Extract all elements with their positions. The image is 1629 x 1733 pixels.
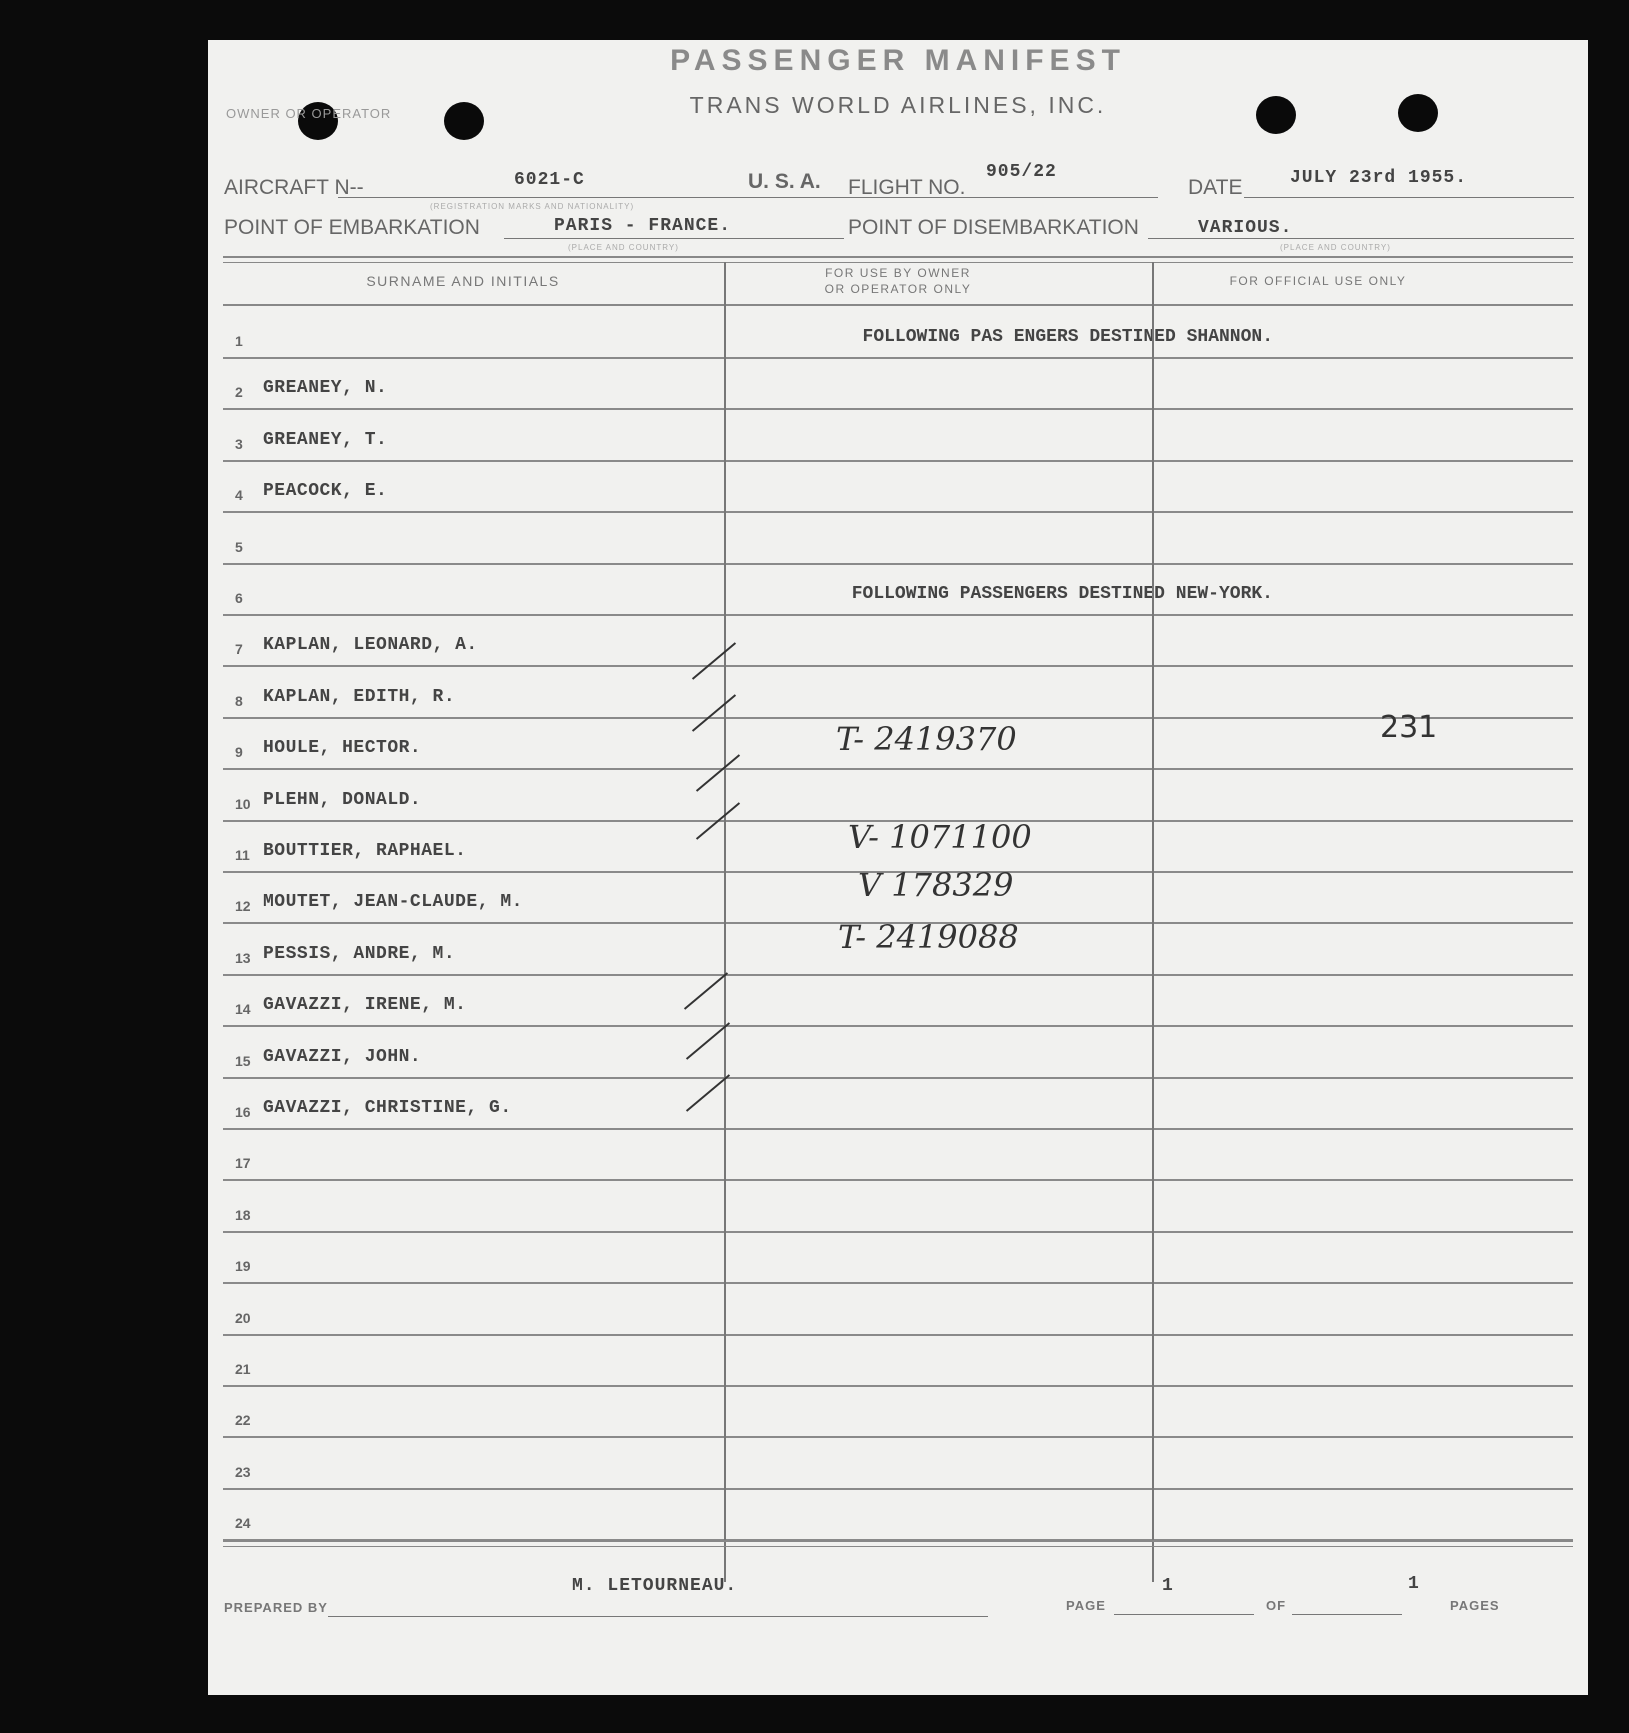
- registration-note: (REGISTRATION MARKS AND NATIONALITY): [430, 202, 635, 211]
- table-row: [223, 1283, 1573, 1336]
- owner-use-line1: FOR USE BY OWNER: [825, 266, 971, 280]
- table-row: [223, 512, 1573, 565]
- row-number: 13: [235, 949, 251, 966]
- aircraft-label: AIRCRAFT N--: [224, 176, 364, 199]
- disembarkation-point: VARIOUS.: [1198, 218, 1293, 238]
- row-number: 16: [235, 1104, 251, 1120]
- row-number: 2: [235, 384, 243, 401]
- page-total: 1: [1408, 1574, 1420, 1594]
- handwritten-ticket-row9: T- 2419370: [836, 720, 1017, 758]
- row-number: 7: [235, 641, 243, 658]
- table-row: [223, 1385, 1573, 1438]
- flight-date: JULY 23rd 1955.: [1290, 168, 1468, 188]
- row-number: 3: [235, 435, 243, 452]
- column-divider: [1152, 262, 1154, 1582]
- page-title: PASSENGER MANIFEST: [670, 44, 1126, 77]
- table-row: [223, 1437, 1573, 1490]
- column-divider: [724, 262, 726, 1582]
- prepared-by-name: M. LETOURNEAU.: [572, 1576, 738, 1596]
- table-row: [223, 1026, 1573, 1079]
- header-top-rule: [223, 256, 1573, 258]
- manifest-page: [208, 40, 1588, 1695]
- embarkation-label: POINT OF EMBARKATION: [224, 216, 480, 239]
- row-number: 15: [235, 1052, 251, 1069]
- row-number: 11: [235, 847, 250, 863]
- table-row: [223, 1334, 1573, 1387]
- row-number: 4: [235, 487, 243, 504]
- passenger-name: GAVAZZI, IRENE, M.: [263, 995, 467, 1016]
- row-number: 22: [235, 1412, 251, 1429]
- table-row: [223, 1180, 1573, 1233]
- owner-operator-label: OWNER OR OPERATOR: [226, 106, 392, 121]
- page-number: 1: [1162, 1576, 1174, 1596]
- row-number: 8: [235, 692, 243, 709]
- table-row: [223, 614, 1573, 667]
- table-row: [223, 974, 1573, 1027]
- table-row: [223, 1077, 1573, 1130]
- row-number: 12: [235, 898, 251, 915]
- handwritten-ticket-row13: T- 2419088: [838, 918, 1019, 956]
- passenger-name: MOUTET, JEAN-CLAUDE, M.: [263, 892, 523, 913]
- row-number: 6: [235, 590, 243, 606]
- row-number: 14: [235, 1001, 251, 1018]
- flight-number: 905/22: [986, 162, 1057, 182]
- passenger-name: KAPLAN, LEONARD, A.: [263, 635, 478, 656]
- passenger-name: GAVAZZI, CHRISTINE, G.: [263, 1098, 512, 1118]
- table-row: [223, 306, 1573, 359]
- flight-label: FLIGHT NO.: [848, 176, 966, 199]
- table-row: [223, 563, 1573, 616]
- aircraft-registration: 6021-C: [514, 170, 585, 190]
- passenger-name: KAPLAN, EDITH, R.: [263, 686, 456, 707]
- passenger-name: GREANEY, N.: [263, 378, 388, 399]
- row-number: 20: [235, 1309, 251, 1326]
- nationality: U. S. A.: [748, 170, 821, 193]
- row-number: 21: [235, 1361, 251, 1377]
- disembarkation-label: POINT OF DISEMBARKATION: [848, 216, 1139, 239]
- table-row: [223, 409, 1573, 462]
- row-number: 10: [235, 795, 251, 812]
- airline-name: TRANS WORLD AIRLINES, INC.: [689, 92, 1107, 118]
- row-number: 17: [235, 1155, 251, 1172]
- passenger-name: BOUTTIER, RAPHAEL.: [263, 841, 467, 861]
- table-row: [223, 460, 1573, 513]
- section-heading: FOLLOWING PASSENGERS DESTINED NEW-YORK.: [851, 584, 1273, 604]
- passenger-name: HOULE, HECTOR.: [263, 738, 422, 759]
- surname-column-header: SURNAME AND INITIALS: [366, 273, 560, 289]
- owner-use-line2: OR OPERATOR ONLY: [824, 282, 972, 296]
- row-number: 1: [235, 333, 243, 349]
- row-number: 23: [235, 1463, 251, 1480]
- table-row: [223, 666, 1573, 719]
- passenger-name: PESSIS, ANDRE, M.: [263, 943, 456, 964]
- table-row: [223, 1128, 1573, 1181]
- passenger-name: GAVAZZI, JOHN.: [263, 1046, 422, 1067]
- page-label: PAGE: [1066, 1598, 1106, 1613]
- date-label: DATE: [1188, 176, 1243, 199]
- handwritten-official-row9: 231: [1380, 710, 1438, 745]
- embarkation-note: (PLACE AND COUNTRY): [568, 243, 679, 252]
- of-label: OF: [1266, 1598, 1287, 1613]
- passenger-name: GREANEY, T.: [263, 429, 388, 450]
- section-heading: FOLLOWING PAS ENGERS DESTINED SHANNON.: [862, 327, 1273, 347]
- table-row: [223, 769, 1573, 822]
- pages-label: PAGES: [1450, 1598, 1500, 1613]
- row-number: 24: [235, 1515, 251, 1532]
- row-number: 9: [235, 744, 243, 761]
- handwritten-ticket-row11: V- 1071100: [848, 818, 1032, 856]
- row-number: 19: [235, 1258, 251, 1275]
- handwritten-ticket-row12: V 178329: [858, 866, 1014, 904]
- table-row: [223, 1231, 1573, 1284]
- table-row: [223, 1488, 1573, 1541]
- owner-use-header: [688, 265, 1108, 297]
- prepared-by-label: PREPARED BY: [224, 1600, 328, 1615]
- official-use-header: FOR OFFICIAL USE ONLY: [1229, 274, 1407, 288]
- embarkation-point: PARIS - FRANCE.: [554, 216, 732, 236]
- passenger-name: PEACOCK, E.: [263, 481, 388, 502]
- table-row: [223, 357, 1573, 410]
- disembarkation-note: (PLACE AND COUNTRY): [1280, 243, 1391, 252]
- row-number: 5: [235, 538, 243, 555]
- row-number: 18: [235, 1206, 251, 1223]
- passenger-name: PLEHN, DONALD.: [263, 789, 422, 810]
